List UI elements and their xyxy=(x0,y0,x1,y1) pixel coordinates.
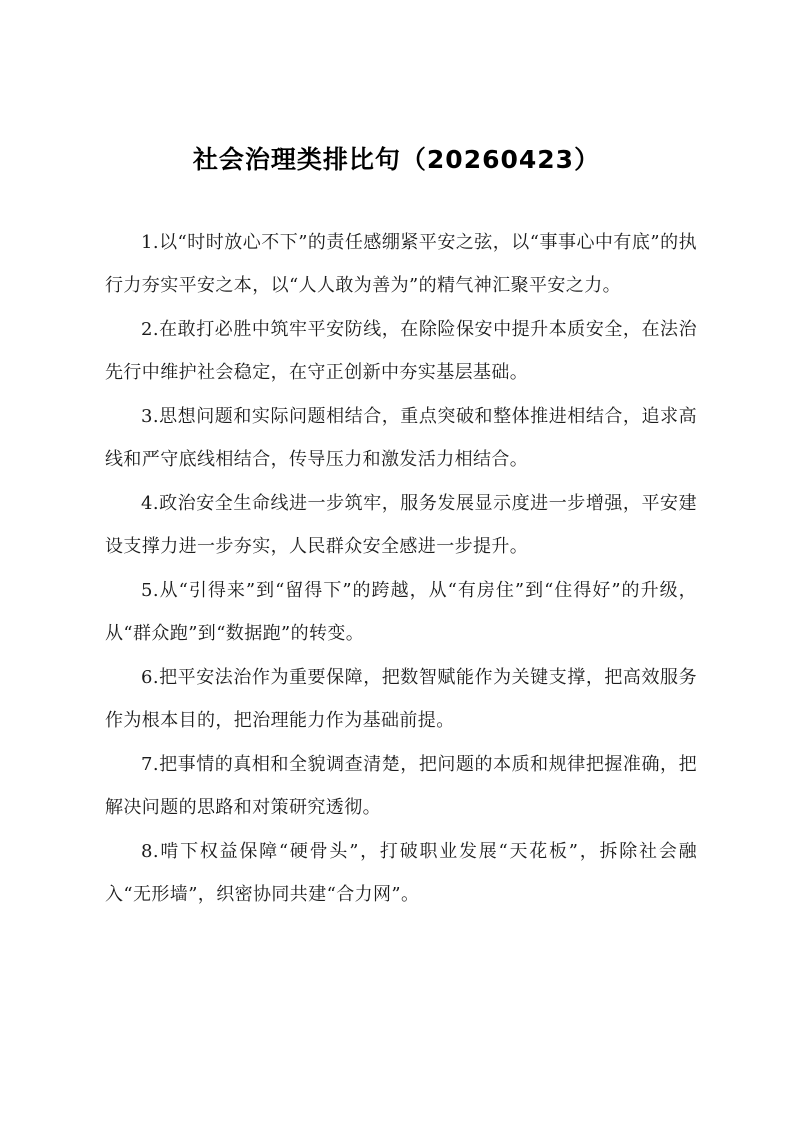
document-title: 社会治理类排比句（20260423） xyxy=(192,145,601,174)
paragraph-2: 2.在敢打必胜中筑牢平安防线，在除险保安中提升本质安全，在法治先行中维护社会稳定，在守正创新中夯实基层基础。 xyxy=(105,319,697,383)
paragraph-7: 7.把事情的真相和全貌调查清楚，把问题的本质和规律把握准确，把解决问题的思路和对策研究透彻。 xyxy=(105,754,697,818)
paragraph-5: 5.从“引得来”到“留得下”的跨越，从“有房住”到“住得好”的升级，从“群众跑”到“数据跑”的转变。 xyxy=(105,580,697,644)
paragraph-6: 6.把平安法治作为重要保障，把数智赋能作为关键支撑，把高效服务作为根本目的，把治理能力作为基础前提。 xyxy=(105,667,697,731)
paragraph-8: 8.啃下权益保障“硬骨头”，打破职业发展“天花板”，拆除社会融入“无形墙”，织密协同共建“合力网”。 xyxy=(105,841,697,905)
paragraph-4: 4.政治安全生命线进一步筑牢，服务发展显示度进一步增强，平安建设支撑力进一步夯实，人民群众安全感进一步提升。 xyxy=(105,493,697,557)
paragraph-3: 3.思想问题和实际问题相结合，重点突破和整体推进相结合，追求高线和严守底线相结合，传导压力和激发活力相结合。 xyxy=(105,406,697,470)
paragraph-1: 1.以“时时放心不下”的责任感绷紧平安之弦，以“事事心中有底”的执行力夯实平安之本，以“人人敢为善为”的精气神汇聚平安之力。 xyxy=(105,232,697,296)
document-body xyxy=(105,222,697,918)
